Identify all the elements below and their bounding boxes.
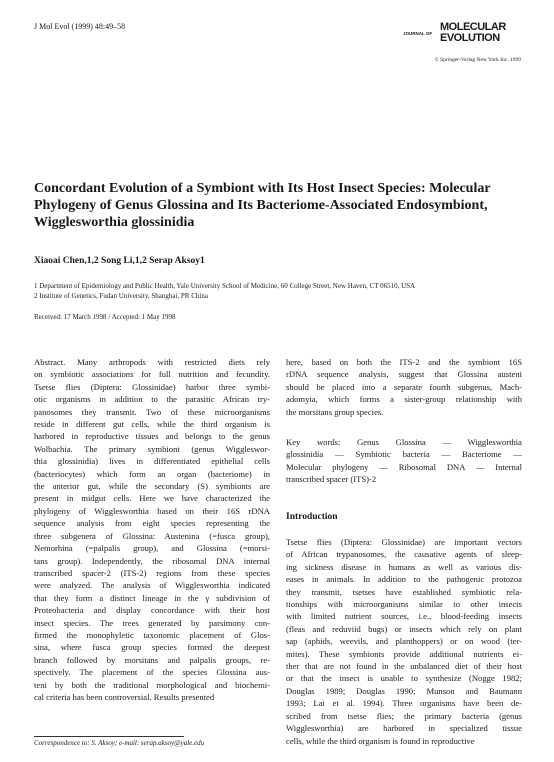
introduction-line: they transmit, tsetses have established symbiotic rela- <box>286 586 522 597</box>
abstract-line: spectively. The placement of the species Glossina aus- <box>34 667 270 678</box>
authors: Xiaoai Chen,1,2 Song Li,1,2 Serap Aksoy1 <box>34 256 205 266</box>
abstract-line: three subgenera of Glossina: Austenina (=fusca group), <box>34 530 270 541</box>
abstract-line: reside in different gut cells, while the third organism is <box>34 419 270 430</box>
introduction-line: ther that are not found in the unbalanced diet of their host <box>286 661 522 672</box>
introduction-line: Tsetse flies (Diptera: Glossinidae) are important vectors <box>286 537 522 547</box>
logo-line2: EVOLUTION <box>440 32 500 44</box>
abstract-line: sina, where fusca group species formed the deepest <box>34 642 270 653</box>
introduction-line: with limited nutrient sources, i.e., blood-feeding insects <box>286 611 522 622</box>
abstract-line: present in midgut cells. Here we have characterized the <box>34 493 270 504</box>
abstract-line: here, based on both the ITS-2 and the symbiont 16S <box>286 357 522 367</box>
journal-logo <box>403 22 521 48</box>
introduction-line: tionships with microorganisms similar to other insects <box>286 599 522 610</box>
article-title: Concordant Evolution of a Symbiont with Its Host Insect Species: Molecular Phylogeny of Genus Glossina and Its Bacteriome-Associated Endosymbiont, Wigglesworthia glossinidia <box>34 181 491 230</box>
introduction-line: of African trypanosomes, the causative agents of sleep- <box>286 549 522 560</box>
introduction-line: ing sickness disease in humans as well as various dis- <box>286 561 522 572</box>
keywords-line: glossinidia — Symbiotic bacteria — Bacteriome — <box>286 449 522 460</box>
abstract-line: the anterior gut, while the secondary (S) symbionts are <box>34 481 270 492</box>
keywords <box>286 436 522 486</box>
abstract-line: should be placed into a separate fourth subgenus, Mach- <box>286 381 522 392</box>
introduction-line: or that the insect is unable to synthesize (Nogge 1982; <box>286 673 522 684</box>
abstract-line: on symbiotic associations for full nutrition and fecundity. <box>34 369 270 380</box>
abstract-line: cal criteria has been controversial. Results presented <box>34 691 215 702</box>
abstract-line: transcribed spacer-2 (ITS-2) regions from these species <box>34 567 270 578</box>
abstract-continued <box>286 356 522 418</box>
introduction-line: Wigglesworthia) are harbored in specialized tissue <box>286 723 522 734</box>
introduction-line: cells, while the third organism is found in reproductive <box>286 735 475 746</box>
introduction-line: 1993; Lai et al. 1994). Three organisms have been de- <box>286 698 522 709</box>
journal-citation: J Mol Evol (1999) 48:49–58 <box>34 22 126 31</box>
introduction-line: (fleas and reduviid bugs) or insects which rely on plant <box>286 623 522 634</box>
abstract-line: were analyzed. The analysis of Wigglesworthia indicated <box>34 580 270 591</box>
correspondence: Correspondence to: S. Aksoy; e-mail: serap.aksoy@yale.edu <box>34 739 205 747</box>
introduction-heading: Introduction <box>286 512 338 522</box>
abstract-line: adomyia, which forms a sister-group relationship with <box>286 394 522 405</box>
abstract-line: tans group). Independently, the ribosomal DNA internal <box>34 555 270 566</box>
abstract-line: the morsitans group species. <box>286 406 384 417</box>
abstract-line: (bacteriocytes) which form an organ (bacteriome) in <box>34 468 270 479</box>
received-dates: Received: 17 March 1998 / Accepted: 1 May 1998 <box>34 313 176 321</box>
abstract-line: teni by both the traditional morphological and biochemi- <box>34 679 270 690</box>
logo-line1: MOLECULAR <box>440 21 506 33</box>
introduction-line: Douglas 1989; Douglas 1990; Munson and Baumann <box>286 685 522 696</box>
keywords-line: transcribed spacer (ITS)-2 <box>286 474 377 485</box>
abstract-line: branch followed by morsitans and palpalis groups, re- <box>34 654 270 665</box>
introduction-line: mites). These symbionts provide additional nutrients ei- <box>286 648 522 659</box>
affiliation-2: 2 Institute of Genetics, Fudan University, Shanghai, PR China <box>34 292 208 300</box>
abstract-line: insect species. The trees generated by parsimony con- <box>34 617 270 628</box>
abstract-line: phylogeny of Wigglesworthia based on their 16S rDNA <box>34 505 270 516</box>
abstract-line: Tsetse flies (Diptera: Glossinidae) harbor three symbi- <box>34 381 270 392</box>
footnote-rule <box>34 736 184 737</box>
abstract-line: Nemorhina (=palpalis group), and Glossina (=morsi- <box>34 543 270 554</box>
keywords-line: Molecular phylogeny — Ribosomal DNA — Internal <box>286 461 522 472</box>
introduction-line: sap (aphids, weevils, and planthoppers) or on wood (ter- <box>286 636 522 647</box>
abstract-line: Abstract. Many arthropods with restricted diets rely <box>34 357 270 367</box>
affiliation-1: 1 Department of Epidemiology and Public Health, Yale University School of Medicine, 60 College Street, New Haven, CT 06510, USA <box>34 282 416 290</box>
abstract-line: Proteobacteria and display concordance with their host <box>34 605 270 616</box>
abstract-line: thia glossinidia) lives in differentiated epithelial cells <box>34 456 270 467</box>
logo-prefix: JOURNAL OF <box>403 31 433 36</box>
abstract <box>34 356 270 703</box>
abstract-line: Wolbachia. The primary symbiont (genus Wiggleswor- <box>34 443 270 454</box>
abstract-line: rDNA sequence analysis, suggest that Glossina austeni <box>286 369 522 380</box>
copyright: © Springer-Verlag New York Inc. 1999 <box>434 57 521 63</box>
abstract-line: firmed the monophyletic taxonomic placement of Glos- <box>34 629 270 640</box>
introduction-line: eases in animals. In addition to the pathogenic protozoa <box>286 574 522 585</box>
abstract-line: panosomes they transmit. Two of these microorganisms <box>34 406 270 417</box>
abstract-line: that they form a distinct lineage in the γ subdivision of <box>34 592 270 603</box>
abstract-line: sequence analysis from eight species representing the <box>34 518 270 529</box>
keywords-line: Key words: Genus Glossina — Wigglesworthia <box>286 437 522 447</box>
abstract-line: otic organisms in addition to the parasitic African try- <box>34 394 270 405</box>
introduction-line: scribed from tsetse flies; the primary bacteria (genus <box>286 710 522 721</box>
abstract-line: harbored in reproductive tissues and belongs to the genus <box>34 431 270 442</box>
introduction-text <box>286 536 522 747</box>
